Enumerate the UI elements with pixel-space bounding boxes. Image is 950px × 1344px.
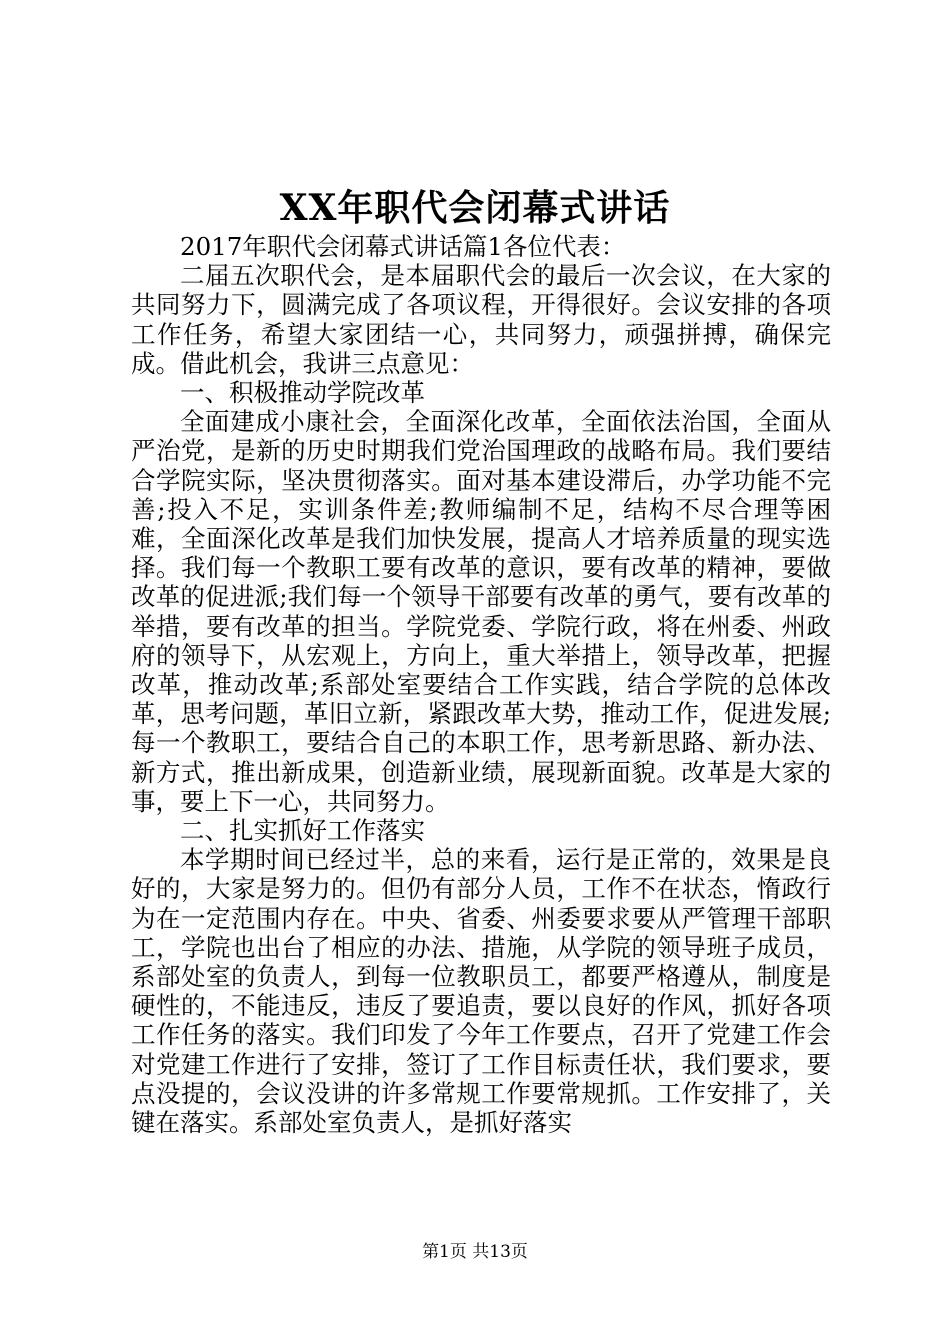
paragraph-intro: 2017年职代会闭幕式讲话篇1各位代表： <box>180 232 626 261</box>
document-body <box>131 232 831 1137</box>
paragraph-opening: 二届五次职代会，是本届职代会的最后一次会议，在大家的共同努力下，圆满完成了各项议程，开得很好。会议安排的各项工作任务，希望大家团结一心，共同努力，顽强拼搏，确保完成。借此机会，我讲三点意见： <box>131 261 831 378</box>
document-title: XX年职代会闭幕式讲话 <box>279 187 671 229</box>
section-heading-1: 一、积极推动学院改革 <box>180 378 425 408</box>
paragraph-reform: 全面建成小康社会，全面深化改革，全面依法治国，全面从严治党，是新的历史时期我们党治国理政的战略布局。我们要结合学院实际，坚决贯彻落实。面对基本建设滞后，办学功能不完善;投入不足，实训条件差;教师编制不足，结构不尽合理等困难，全面深化改革是我们加快发展，提高人才培养质量的现实选择。我们每一个教职工要有改革的意识，要有改革的精神，要做改革的促进派;我们每一个领导干部要有改革的勇气，要有改革的举措，要有改革的担当。学院党委、学院行政，将在州委、州政府的领导下，从宏观上，方向上，重大举措上，领导改革，把握改革，推动改革;系部处室要结合工作实践，结合学院的总体改革，思考问题，革旧立新，紧跟改革大势，推动工作，促进发展;每一个教职工，要结合自己的本职工作，思考新思路、新办法、新方式，推出新成果，创造新业绩，展现新面貌。改革是大家的事，要上下一心，共同努力。 <box>131 407 831 816</box>
paragraph-implementation: 本学期时间已经过半，总的来看，运行是正常的，效果是良好的，大家是努力的。但仍有部分人员，工作不在状态，惰政行为在一定范围内存在。中央、省委、州委要求要从严管理干部职工，学院也出台了相应的办法、措施，从学院的领导班子成员，系部处室的负责人，到每一位教职员工，都要严格遵从，制度是硬性的，不能违反，违反了要追责，要以良好的作风，抓好各项工作任务的落实。我们印发了今年工作要点，召开了党建工作会对党建工作进行了安排，签订了工作目标责任状，我们要求，要点没提的，会议没讲的许多常规工作要常规抓。工作安排了，关键在落实。系部处室负责人，是抓好落实 <box>131 845 831 1138</box>
page-footer: 第1页 共13页 <box>422 1242 528 1262</box>
section-heading-2: 二、扎实抓好工作落实 <box>180 816 425 846</box>
